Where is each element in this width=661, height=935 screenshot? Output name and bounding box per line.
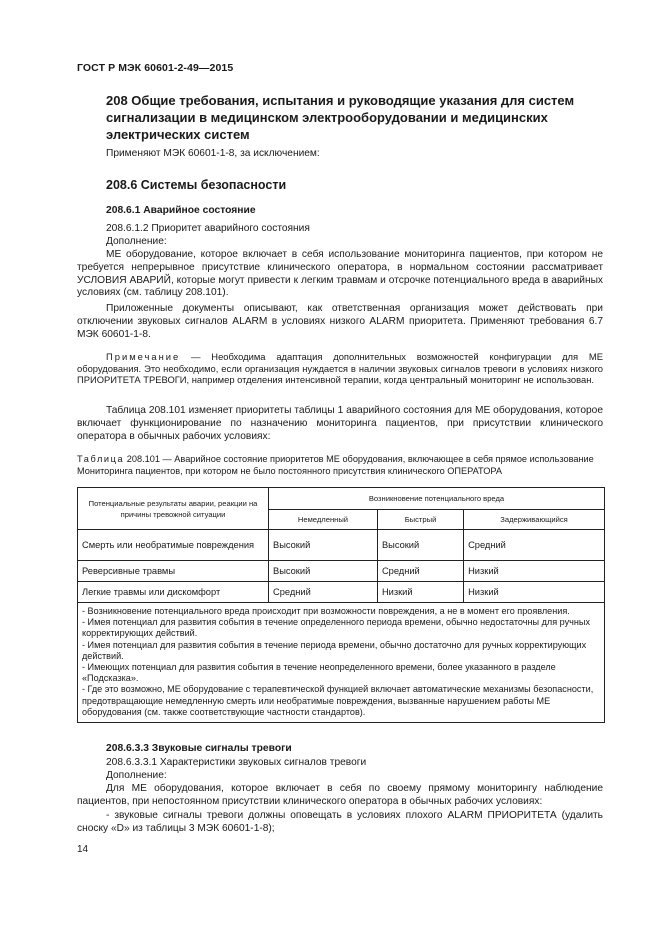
table-cell: Низкий <box>377 582 463 603</box>
section-208633-title: 208.6.3.3.1 Характеристики звуковых сигналов тревоги <box>106 757 367 768</box>
table-cell: Смерть или необратимые повреждения <box>78 530 269 561</box>
footnote: - Где это возможно, МЕ оборудование с терапевтической функцией включает автоматические механизмы безопасности, предотвращающие немедленную смерть или необратимые повреждения, вызванные нарушением работы МЕ оборудования (см. также соответствующие частности стандартов). <box>82 684 594 717</box>
table-footnotes-row <box>78 603 605 723</box>
table-cell: Средний <box>269 582 378 603</box>
note-block <box>77 351 603 386</box>
paragraph-direct-monitoring: Для МЕ оборудования, которое включает в себя по своему прямому мониторингу наблюдение пациентов, при непостоянном присутствии клинического оператора в обычных рабочих условиях: <box>77 783 603 807</box>
table-cell: Средний <box>464 530 605 561</box>
header-delayed: Задерживающийся <box>464 510 605 530</box>
note-label: Примечание <box>106 351 181 362</box>
header-prompt: Быстрый <box>377 510 463 530</box>
table-cell: Высокий <box>269 561 378 582</box>
paragraph-me-equipment: МЕ оборудование, которое включает в себя использование мониторинга пациентов, при котором не требуется непрерывное присутствие клинического оператора, в нормальном состоянии рассматривает УСЛОВИЯ АВАРИЙ, которые могут привести к легким травмам и отсрочке потенциального вреда в аварийных условиях (см. таблицу 208.101). <box>77 249 603 299</box>
table-cell: Высокий <box>377 530 463 561</box>
addition-label-1: Дополнение: <box>106 236 167 247</box>
table-caption <box>77 454 605 477</box>
section-20861-title: 208.6.1 Аварийное состояние <box>106 205 256 216</box>
section-2086-title: 208.6 Системы безопасности <box>106 178 287 192</box>
table-row <box>78 561 605 582</box>
table-cell: Реверсивные травмы <box>78 561 269 582</box>
note-text: — Необходима адаптация дополнительных возможностей конфигурации для МЕ оборудования. Это необходимо, если организация нуждается в наличии звуковых сигналов тревоги в условиях низкого ПРИОРИТЕТА ТРЕВОГИ, например отделения интенсивной терапии, когда центральный мониторинг не использован. <box>77 351 603 386</box>
page-number: 14 <box>77 844 89 855</box>
table-row <box>78 582 605 603</box>
table-caption-text: 208.101 — Аварийное состояние приоритетов МЕ оборудования, включающее в себя прямое использование Мониторинга пациентов, при котором не было постоянного присутствия клинического ОПЕРАТОРА <box>77 454 594 476</box>
table-cell: Средний <box>377 561 463 582</box>
table-row <box>78 530 605 561</box>
section-208-title: 208 Общие требования, испытания и руководящие указания для систем сигнализации в медицинском электрооборудовании и медицинских электрических систем <box>106 93 575 142</box>
header-immediate: Немедленный <box>269 510 378 530</box>
footnote: - Имеющих потенциал для развития события в течение неопределенного времени, более указанного в разделе «Подсказка». <box>82 662 556 684</box>
header-harm-onset: Возникновение потенциального вреда <box>269 488 605 510</box>
table-cell: Низкий <box>464 561 605 582</box>
paragraph-table-intro: Таблица 208.101 изменяет приоритеты таблицы 1 аварийного состояния для МЕ оборудования, которое включает функционирование по назначению мониторинга пациентов, при присутствии клинического оператора в обычных рабочих условиях: <box>77 405 603 442</box>
header-consequence: Потенциальные результаты аварии, реакции на причины тревожной ситуации <box>78 488 269 530</box>
table-cell: Низкий <box>464 582 605 603</box>
table-header-row <box>78 488 605 510</box>
addition-label-2: Дополнение: <box>106 770 167 781</box>
table-cell: Легкие травмы или дискомфорт <box>78 582 269 603</box>
document-header: ГОСТ Р МЭК 60601-2-49—2015 <box>77 62 234 74</box>
section-208612-title: 208.6.1.2 Приоритет аварийного состояния <box>106 223 310 234</box>
priority-table <box>77 487 605 723</box>
table-cell: Высокий <box>269 530 378 561</box>
section-20863-title: 208.6.3.3 Звуковые сигналы тревоги <box>106 743 292 754</box>
table-footnotes <box>78 603 605 723</box>
paragraph-audio-signals: - звуковые сигналы тревоги должны оповещать в условиях плохого ALARM ПРИОРИТЕТА (удалить сноску «D» из таблицы 3 МЭК 60601-1-8); <box>77 810 603 834</box>
footnote: - Имея потенциал для развития события в течение периода времени, обычно достаточно для ручных корректирующих действий. <box>82 639 587 661</box>
table-caption-label: Таблица <box>77 454 125 464</box>
footnote: - Имея потенциал для развития события в течение определенного периода времени, обычно недостаточны для ручных корректирующих действий. <box>82 617 591 639</box>
paragraph-attached-docs: Приложенные документы описывают, как ответственная организация может действовать при отключении звуковых сигналов ALARM в условиях низкого ALARM приоритета. Применяют требования 6.7 МЭК 60601-1-8. <box>77 303 603 340</box>
section-208-applies: Применяют МЭК 60601-1-8, за исключением: <box>106 148 320 159</box>
footnote: - Возникновение потенциального вреда происходит при возможности повреждения, а не в момент его проявления. <box>82 606 570 616</box>
